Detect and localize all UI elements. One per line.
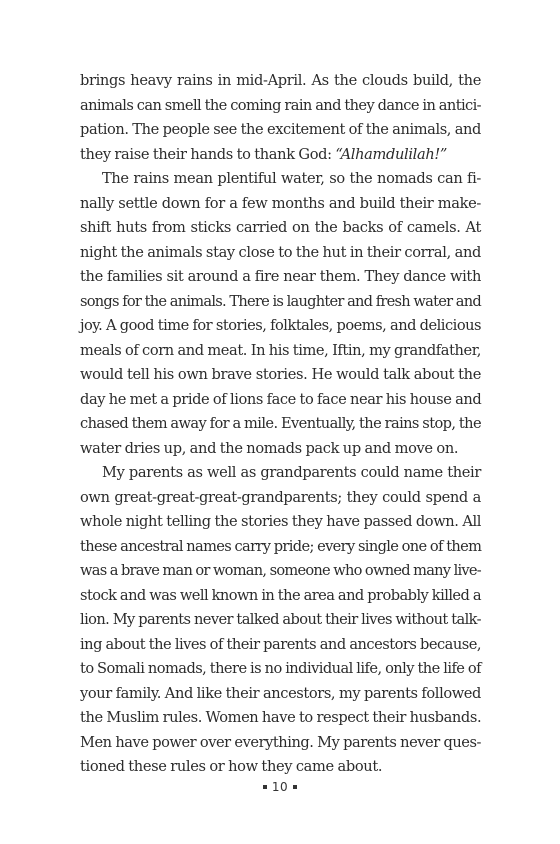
text-line: brings heavy rains in mid-April. As the clouds build, the xyxy=(80,72,481,89)
text-line: the Muslim rules. Women have to respect their husbands. xyxy=(80,709,482,726)
text-line: own great-great-great-grandparents; they could spend a xyxy=(80,488,481,506)
text-line: water dries up, and the nomads pack up and move on. xyxy=(80,439,459,457)
text-line: the families sit around a fire near them. They dance with xyxy=(80,268,481,285)
body-text xyxy=(80,69,481,780)
text-line: shift huts from sticks carried on the backs of camels. At xyxy=(80,219,481,236)
text-line: meals of corn and meat. In his time, Iftin, my grandfather, xyxy=(80,341,481,359)
italic-exclamation: “Alhamdulilah!” xyxy=(335,145,448,163)
right-square-ornament xyxy=(293,785,297,789)
text-line: My parents as well as grandparents could name their xyxy=(102,464,481,481)
text-line: your family. And like their ancestors, my parents followed xyxy=(80,684,481,702)
text-line: would tell his own brave stories. He would talk about the xyxy=(80,366,481,383)
text-line: pation. The people see the excitement of the animals, and xyxy=(80,121,481,138)
text-line: they raise their hands to thank God: “Alhamdulilah!” xyxy=(80,145,448,163)
paragraph xyxy=(80,69,481,167)
page-number: 10 xyxy=(271,780,289,794)
text-line: The rains mean plentiful water, so the nomads can fi- xyxy=(102,170,481,187)
text-line: whole night telling the stories they have passed down. All xyxy=(80,513,481,530)
text-line: joy. A good time for stories, folktales, poems, and delicious xyxy=(80,317,481,334)
text-line: to Somali nomads, there is no individual life, only the life of xyxy=(80,660,481,677)
text-line: ing about the lives of their parents and ancestors because, xyxy=(80,635,481,653)
text-line: songs for the animals. There is laughter and fresh water and xyxy=(80,292,481,310)
text-line: nally settle down for a few months and build their make- xyxy=(80,194,481,212)
text-line: animals can smell the coming rain and they dance in antici- xyxy=(80,96,481,114)
paragraph xyxy=(80,167,481,461)
text-line: day he met a pride of lions face to face near his house and xyxy=(80,390,482,408)
text-line: tioned these rules or how they came about. xyxy=(80,758,383,775)
paragraph xyxy=(80,461,481,780)
text-line: these ancestral names carry pride; every single one of them xyxy=(80,537,482,555)
page-number-footer xyxy=(0,780,560,794)
left-square-ornament xyxy=(263,785,267,789)
text-line: stock and was well known in the area and probably killed a xyxy=(80,586,481,604)
text-line: night the animals stay close to the hut in their corral, and xyxy=(80,243,481,261)
text-line: was a brave man or woman, someone who owned many live- xyxy=(80,562,481,579)
text-line: lion. My parents never talked about their lives without talk- xyxy=(80,611,481,628)
text-line: chased them away for a mile. Eventually, the rains stop, the xyxy=(80,415,481,432)
text-line: Men have power over everything. My parents never ques- xyxy=(80,733,481,751)
